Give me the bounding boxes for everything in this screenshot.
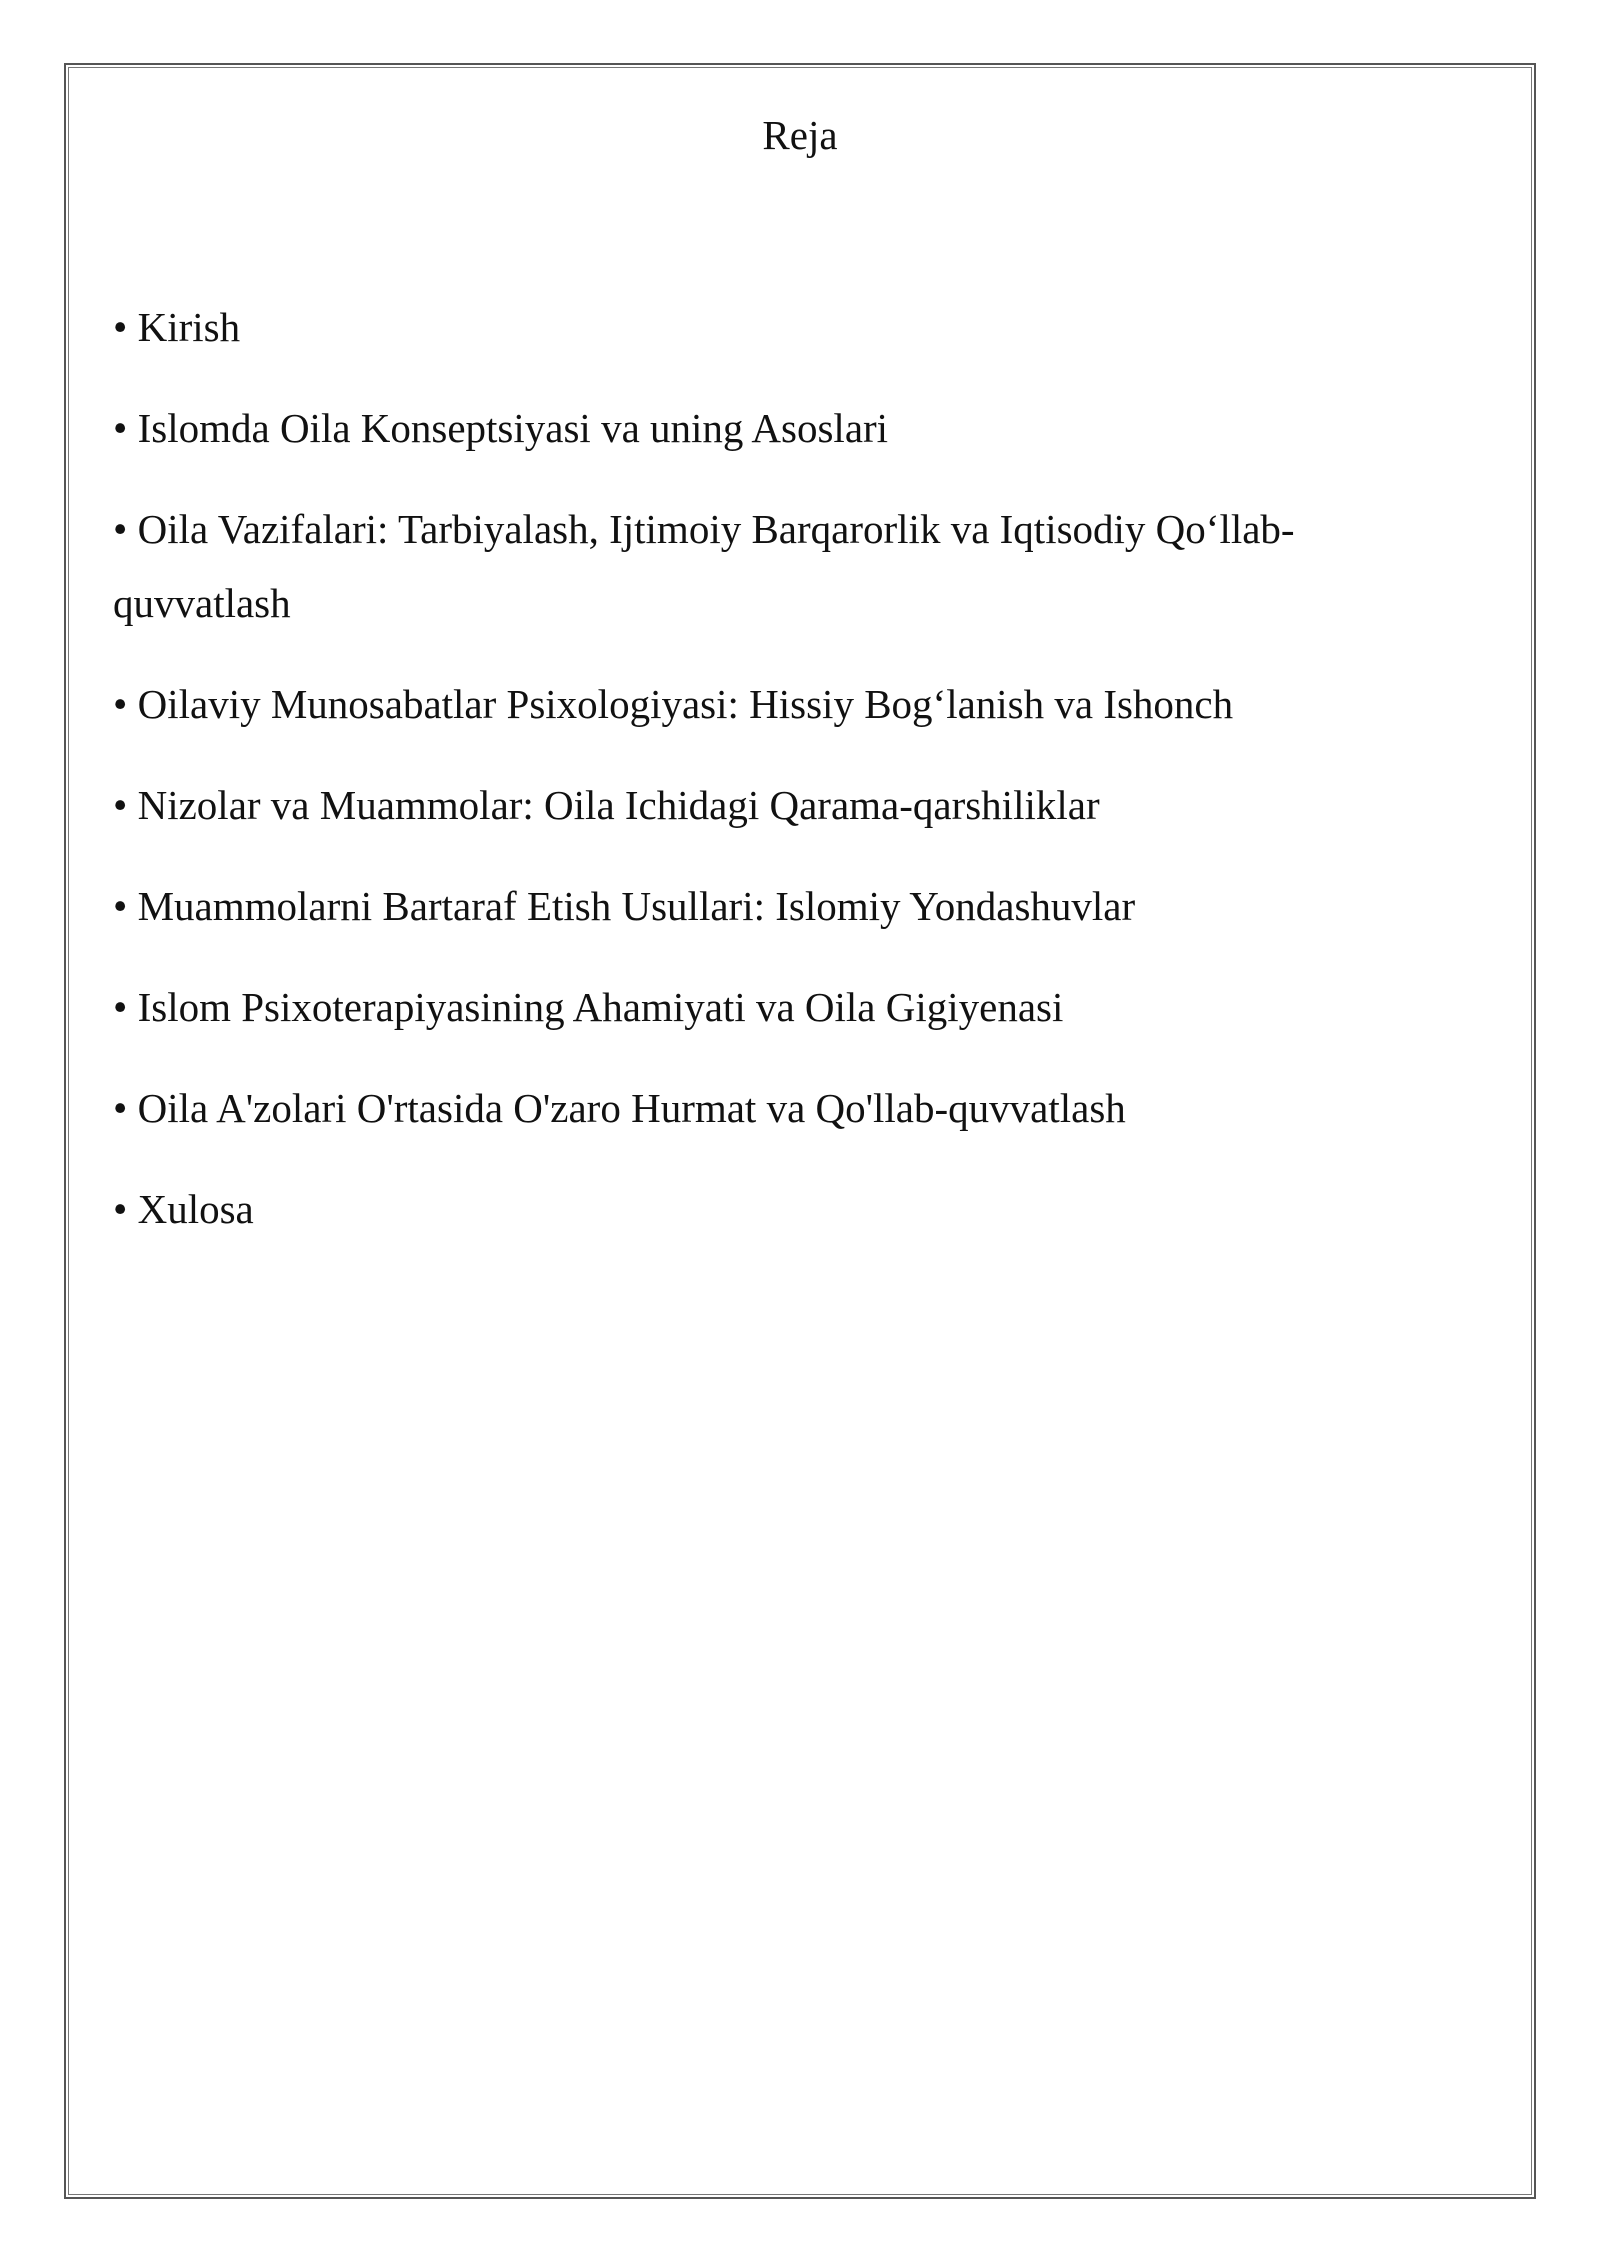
plan-item-mutual-respect: • Oila A'zolari O'rtasida O'zaro Hurmat va Qo'llab-quvvatlash <box>113 1085 1126 1131</box>
plan-item-family-concept: • Islomda Oila Konseptsiyasi va uning Asoslari <box>113 405 889 451</box>
plan-item-conflicts: • Nizolar va Muammolar: Oila Ichidagi Qarama-qarshiliklar <box>113 782 1100 828</box>
plan-item-family-psychology: • Oilaviy Munosabatlar Psixologiyasi: Hissiy Bog‘lanish va Ishonch <box>113 681 1234 727</box>
plan-list <box>113 290 1413 1273</box>
plan-item-solutions: • Muammolarni Bartaraf Etish Usullari: Islomiy Yondashuvlar <box>113 883 1136 929</box>
plan-item-intro: • Kirish <box>113 304 241 350</box>
document-title: Reja <box>762 112 838 158</box>
plan-item-family-functions: • Oila Vazifalari: Tarbiyalash, Ijtimoiy Barqarorlik va Iqtisodiy Qo‘llab-quvvatlash <box>113 506 1295 626</box>
plan-item-conclusion: • Xulosa <box>113 1186 254 1232</box>
plan-item-psychotherapy: • Islom Psixoterapiyasining Ahamiyati va Oila Gigiyenasi <box>113 984 1064 1030</box>
